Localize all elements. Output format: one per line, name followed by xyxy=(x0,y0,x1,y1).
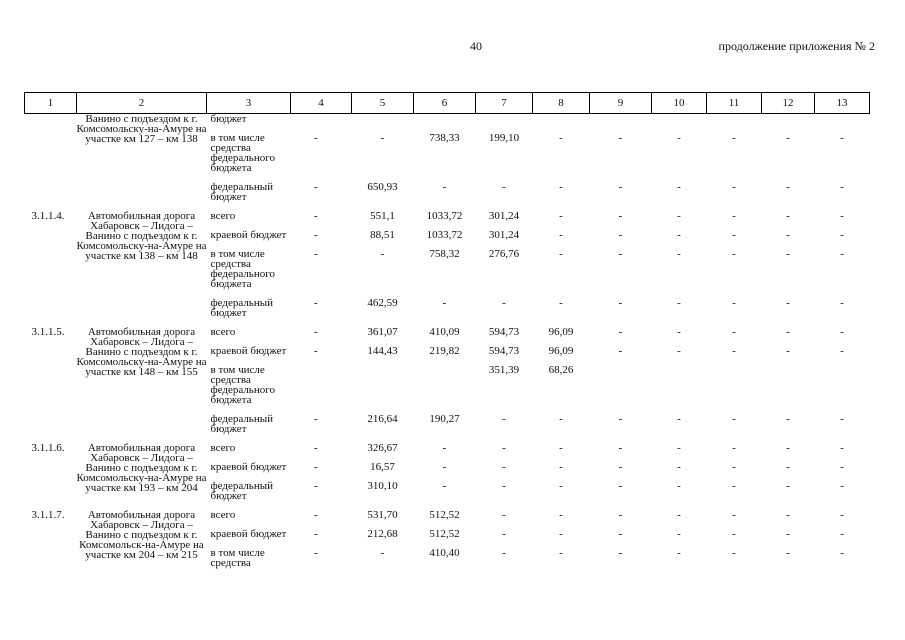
amount-cell: - xyxy=(732,442,736,454)
item-code: 3.1.1.4. xyxy=(31,210,65,222)
amount-cell: - xyxy=(840,461,844,473)
amount-cell: - xyxy=(618,248,623,260)
funding-source-label: краевой бюджет xyxy=(210,345,287,357)
amount-cell: - xyxy=(840,509,844,521)
appendix-continuation-label: продолжение приложения № 2 xyxy=(718,39,875,53)
amount-cell: - xyxy=(732,132,736,144)
amount-cell: 276,76 xyxy=(488,248,520,260)
amount-cell: - xyxy=(313,229,318,241)
amount-cell: - xyxy=(732,248,736,260)
amount-cell: 16,57 xyxy=(370,461,395,473)
amount-cell: - xyxy=(618,547,623,559)
amount-cell: - xyxy=(786,210,790,222)
column-number-header: 1 xyxy=(25,93,77,114)
amount-cell: 594,73 xyxy=(488,326,520,338)
amount-cell: - xyxy=(442,442,447,454)
item-name: Автомобильная дорога Хабаровск – Лидога – Ванино с подъездом к г. Комсомольску-на-Амуре на участке км 193 – км 204 xyxy=(76,442,207,494)
amount-cell: - xyxy=(840,547,844,559)
amount-cell: - xyxy=(313,461,318,473)
amount-cell: 351,39 xyxy=(488,364,520,376)
amount-cell: - xyxy=(559,547,563,559)
amount-cell xyxy=(652,362,707,411)
funding-source-label: всего xyxy=(210,442,236,454)
amount-cell: - xyxy=(786,461,790,473)
amount-cell: - xyxy=(313,413,318,425)
amount-cell: - xyxy=(380,248,385,260)
amount-cell: - xyxy=(677,326,681,338)
amount-cell: - xyxy=(618,132,623,144)
amount-cell: - xyxy=(442,461,447,473)
amount-cell: 68,26 xyxy=(548,364,574,376)
amount-cell: - xyxy=(677,442,681,454)
amount-cell: - xyxy=(732,528,736,540)
amount-cell: - xyxy=(313,132,318,144)
amount-cell: - xyxy=(732,326,736,338)
amount-cell xyxy=(707,362,762,411)
amount-cell: - xyxy=(732,210,736,222)
amount-cell: - xyxy=(502,297,506,309)
amount-cell: - xyxy=(618,480,623,492)
table-row xyxy=(25,114,870,131)
funding-source-label: в том числе средства федерального бюджета xyxy=(210,364,275,406)
amount-cell: 512,52 xyxy=(429,509,460,521)
column-number-header: 9 xyxy=(590,93,652,114)
amount-cell: - xyxy=(677,181,681,193)
amount-cell: 301,24 xyxy=(488,210,520,222)
amount-cell: - xyxy=(559,480,563,492)
amount-cell: - xyxy=(618,326,623,338)
amount-cell: - xyxy=(677,509,681,521)
amount-cell: 199,10 xyxy=(488,132,520,144)
amount-cell: - xyxy=(618,528,623,540)
financing-table xyxy=(24,92,870,574)
amount-cell: - xyxy=(502,528,506,540)
amount-cell: 219,82 xyxy=(429,345,460,357)
amount-cell xyxy=(652,114,707,131)
amount-cell: - xyxy=(840,210,844,222)
amount-cell: - xyxy=(559,528,563,540)
amount-cell: 1033,72 xyxy=(426,229,463,241)
amount-cell: - xyxy=(786,229,790,241)
amount-cell: - xyxy=(559,461,563,473)
amount-cell: - xyxy=(732,229,736,241)
amount-cell xyxy=(533,114,590,131)
funding-source-label: всего xyxy=(210,509,236,521)
amount-cell xyxy=(476,114,533,131)
amount-cell: 361,07 xyxy=(367,326,398,338)
column-number-header: 13 xyxy=(815,93,870,114)
column-number-header: 2 xyxy=(77,93,207,114)
amount-cell: 462,59 xyxy=(367,297,398,309)
amount-cell: - xyxy=(786,528,790,540)
funding-source-label: федеральный бюджет xyxy=(210,480,273,502)
amount-cell: 190,27 xyxy=(429,413,460,425)
amount-cell: - xyxy=(313,181,318,193)
amount-cell: - xyxy=(840,248,844,260)
amount-cell: - xyxy=(677,132,681,144)
amount-cell: - xyxy=(677,248,681,260)
amount-cell xyxy=(815,362,870,411)
amount-cell xyxy=(707,114,762,131)
amount-cell: - xyxy=(618,345,623,357)
amount-cell: - xyxy=(618,210,623,222)
amount-cell: - xyxy=(313,528,318,540)
amount-cell: - xyxy=(502,442,506,454)
amount-cell: - xyxy=(380,547,385,559)
amount-cell: - xyxy=(677,461,681,473)
amount-cell: - xyxy=(732,509,736,521)
amount-cell: - xyxy=(677,210,681,222)
funding-source-label: федеральный бюджет xyxy=(210,413,273,435)
item-code: 3.1.1.6. xyxy=(31,442,65,454)
amount-cell: - xyxy=(840,297,844,309)
amount-cell: - xyxy=(559,297,563,309)
amount-cell: 212,68 xyxy=(367,528,398,540)
table-row xyxy=(25,440,870,459)
amount-cell: - xyxy=(502,480,506,492)
amount-cell: - xyxy=(840,442,844,454)
amount-cell xyxy=(762,114,815,131)
amount-cell: 594,73 xyxy=(488,345,520,357)
amount-cell: - xyxy=(840,528,844,540)
amount-cell: - xyxy=(732,345,736,357)
amount-cell: - xyxy=(840,413,844,425)
amount-cell: - xyxy=(380,132,385,144)
amount-cell xyxy=(291,114,352,131)
amount-cell: - xyxy=(677,345,681,357)
item-name: Ванино с подъездом к г. Комсомольску-на-Амуре на участке км 127 – км 138 xyxy=(76,113,207,145)
amount-cell: - xyxy=(313,345,318,357)
amount-cell: - xyxy=(442,181,447,193)
item-code: 3.1.1.5. xyxy=(31,326,65,338)
funding-source-label: в том числе средства федерального бюджета xyxy=(210,248,275,290)
column-number-row xyxy=(25,93,870,114)
amount-cell: - xyxy=(313,547,318,559)
table-body xyxy=(25,114,870,575)
amount-cell: 96,09 xyxy=(548,345,574,357)
column-number-header: 3 xyxy=(207,93,291,114)
column-number-header: 6 xyxy=(414,93,476,114)
funding-source-label: в том числе средства федерального бюджета xyxy=(210,132,275,174)
amount-cell: 1033,72 xyxy=(426,210,463,222)
amount-cell: - xyxy=(502,547,506,559)
funding-source-label: краевой бюджет xyxy=(210,229,287,241)
amount-cell: - xyxy=(840,132,844,144)
item-name: Автомобильная дорога Хабаровск – Лидога – Ванино с подъездом к г. Комсомольску-на-Амуре на участке км 148 – км 155 xyxy=(76,326,207,378)
funding-source-label: всего xyxy=(210,210,236,222)
amount-cell: - xyxy=(840,229,844,241)
amount-cell: - xyxy=(559,181,563,193)
table-row xyxy=(25,208,870,227)
funding-source-label: краевой бюджет xyxy=(210,528,287,540)
amount-cell: - xyxy=(559,132,563,144)
amount-cell: - xyxy=(618,442,623,454)
amount-cell: - xyxy=(786,480,790,492)
amount-cell: - xyxy=(677,528,681,540)
amount-cell: - xyxy=(618,509,623,521)
amount-cell xyxy=(414,114,476,131)
amount-cell xyxy=(352,114,414,131)
amount-cell: 310,10 xyxy=(367,480,398,492)
amount-cell: - xyxy=(559,442,563,454)
amount-cell: - xyxy=(786,547,790,559)
amount-cell: 531,70 xyxy=(367,509,398,521)
item-code xyxy=(25,114,77,209)
amount-cell: - xyxy=(559,229,563,241)
amount-cell: 144,43 xyxy=(367,345,398,357)
amount-cell: 738,33 xyxy=(429,132,460,144)
amount-cell: - xyxy=(313,442,318,454)
amount-cell: - xyxy=(840,326,844,338)
amount-cell: 410,40 xyxy=(429,547,460,559)
amount-cell: 326,67 xyxy=(367,442,398,454)
amount-cell: 410,09 xyxy=(429,326,460,338)
column-number-header: 11 xyxy=(707,93,762,114)
amount-cell: - xyxy=(502,509,506,521)
column-number-header: 7 xyxy=(476,93,533,114)
item-name: Автомобильная дорога Хабаровск – Лидога – Ванино с подъездом к г. Комсомольску-на-Амуре на участке км 138 – км 148 xyxy=(76,210,207,262)
funding-source-label: бюджет xyxy=(210,113,247,125)
amount-cell: - xyxy=(786,297,790,309)
amount-cell xyxy=(590,114,652,131)
amount-cell: - xyxy=(618,297,623,309)
column-number-header: 12 xyxy=(762,93,815,114)
column-number-header: 4 xyxy=(291,93,352,114)
amount-cell: - xyxy=(786,181,790,193)
amount-cell: - xyxy=(732,461,736,473)
amount-cell: - xyxy=(313,210,318,222)
amount-cell: 650,93 xyxy=(367,181,398,193)
funding-source-label: в том числе средства xyxy=(210,547,265,569)
column-number-header: 5 xyxy=(352,93,414,114)
amount-cell: - xyxy=(732,181,736,193)
page-number: 40 xyxy=(470,39,482,53)
amount-cell: 512,52 xyxy=(429,528,460,540)
amount-cell: - xyxy=(840,480,844,492)
amount-cell: - xyxy=(677,480,681,492)
amount-cell xyxy=(815,114,870,131)
amount-cell: - xyxy=(442,480,447,492)
funding-source-label: всего xyxy=(210,326,236,338)
amount-cell xyxy=(414,362,476,411)
amount-cell: - xyxy=(313,480,318,492)
amount-cell: - xyxy=(786,509,790,521)
amount-cell: 216,64 xyxy=(367,413,398,425)
amount-cell: - xyxy=(313,248,318,260)
amount-cell: - xyxy=(559,413,563,425)
amount-cell: - xyxy=(618,461,623,473)
amount-cell xyxy=(762,362,815,411)
amount-cell: - xyxy=(559,509,563,521)
amount-cell: - xyxy=(732,297,736,309)
amount-cell: - xyxy=(732,480,736,492)
item-name: Автомобильная дорога Хабаровск – Лидога – Ванино с подъездом к г. Комсомольск-на-Амуре на участке км 204 – км 215 xyxy=(79,509,204,561)
amount-cell: - xyxy=(677,229,681,241)
funding-source-label: федеральный бюджет xyxy=(210,297,273,319)
amount-cell: - xyxy=(442,297,447,309)
amount-cell: - xyxy=(313,326,318,338)
amount-cell: - xyxy=(618,181,623,193)
amount-cell: - xyxy=(786,326,790,338)
amount-cell: - xyxy=(618,229,623,241)
amount-cell: - xyxy=(786,413,790,425)
amount-cell: - xyxy=(840,345,844,357)
amount-cell: - xyxy=(313,509,318,521)
amount-cell: 301,24 xyxy=(488,229,520,241)
amount-cell: - xyxy=(732,413,736,425)
amount-cell: - xyxy=(618,413,623,425)
table-row xyxy=(25,507,870,526)
amount-cell: - xyxy=(677,413,681,425)
amount-cell: - xyxy=(786,248,790,260)
amount-cell: - xyxy=(502,181,506,193)
funding-source-label: краевой бюджет xyxy=(210,461,287,473)
amount-cell: - xyxy=(732,547,736,559)
amount-cell: - xyxy=(502,413,506,425)
amount-cell: - xyxy=(559,210,563,222)
amount-cell: - xyxy=(502,461,506,473)
funding-source-label: федеральный бюджет xyxy=(210,181,273,203)
item-code: 3.1.1.7. xyxy=(31,509,65,521)
amount-cell xyxy=(590,362,652,411)
amount-cell: 88,51 xyxy=(370,229,395,241)
amount-cell: - xyxy=(786,132,790,144)
amount-cell: 551,1 xyxy=(370,210,395,222)
amount-cell: - xyxy=(313,297,318,309)
column-number-header: 10 xyxy=(652,93,707,114)
amount-cell xyxy=(352,362,414,411)
column-number-header: 8 xyxy=(533,93,590,114)
table-row xyxy=(25,324,870,343)
amount-cell: 758,32 xyxy=(429,248,460,260)
amount-cell: - xyxy=(786,345,790,357)
amount-cell: - xyxy=(840,181,844,193)
amount-cell: - xyxy=(677,297,681,309)
amount-cell: - xyxy=(677,547,681,559)
amount-cell: - xyxy=(559,248,563,260)
amount-cell: 96,09 xyxy=(548,326,574,338)
amount-cell: - xyxy=(786,442,790,454)
amount-cell xyxy=(291,362,352,411)
